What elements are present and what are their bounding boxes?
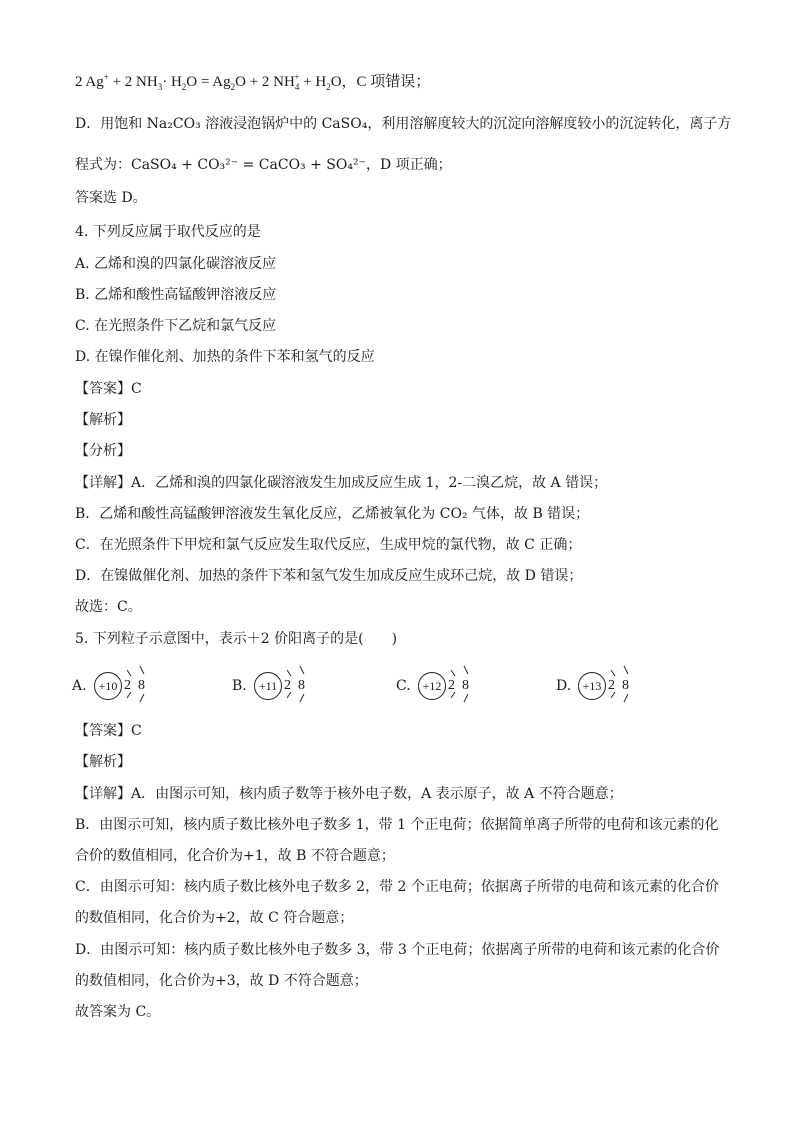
option-letter: C. bbox=[396, 678, 411, 694]
question-4-option-a: A. 乙烯和溴的四氯化碳溶液反应 bbox=[75, 256, 277, 272]
option-letter: A. bbox=[72, 678, 87, 694]
question-4-option-d: D. 在镍作催化剂、加热的条件下苯和氢气的反应 bbox=[75, 349, 375, 365]
detail-4-b: B．乙烯和酸性高锰酸钾溶液发生氧化反应，乙烯被氧化为 CO₂ 气体，故 B 错误； bbox=[75, 506, 590, 522]
eq-text: O + 2 NH bbox=[235, 74, 295, 90]
question-4-option-c: C. 在光照条件下乙烷和氯气反应 bbox=[75, 318, 277, 334]
atom-diagram-d bbox=[556, 668, 736, 708]
shell-1-electrons: 2 bbox=[124, 678, 131, 693]
equation-line-1: 2 Ag+ + 2 $NH_3\cdot H_2O = Ag_2O + 2$ $NH_4^+ + H_2O$，C 项错误； bbox=[75, 72, 431, 92]
shell-arc bbox=[140, 666, 144, 674]
shell-arc bbox=[611, 670, 615, 676]
analysis-4-header: 【解析】 bbox=[75, 412, 131, 428]
fenxi-4-header: 【分析】 bbox=[75, 443, 131, 459]
shell-2-electrons: 8 bbox=[462, 678, 469, 693]
shell-arc bbox=[300, 666, 304, 674]
detail-5-b-2: 合价的数值相同，化合价为+1，故 B 不符合题意； bbox=[75, 848, 395, 864]
atom-diagram-c bbox=[396, 668, 576, 708]
shell-1-electrons: 2 bbox=[284, 678, 291, 693]
option-letter: B. bbox=[232, 678, 247, 694]
shell-arc bbox=[127, 670, 131, 676]
eq-text: + H bbox=[299, 74, 327, 90]
nucleus-circle: +12 bbox=[418, 672, 446, 700]
question-5-stem: 5. 下列粒子示意图中，表示＋2 价阳离子的是( ) bbox=[75, 631, 398, 647]
shell-1-electrons: 2 bbox=[608, 678, 615, 693]
shell-arc bbox=[624, 694, 628, 702]
detail-4-d: D．在镍做催化剂、加热的条件下苯和氢气发生加成反应生成环己烷，故 D 错误； bbox=[75, 568, 583, 584]
question-4-option-b: B. 乙烯和酸性高锰酸钾溶液反应 bbox=[75, 287, 277, 303]
nucleus-circle: +13 bbox=[578, 672, 606, 700]
paragraph-line: D．用饱和 Na₂CO₃ 溶液浸泡锅炉中的 CaSO₄，利用溶解度较大的沉淀向溶解度较小的沉淀转化，离子方 bbox=[75, 116, 732, 132]
option-letter: D. bbox=[556, 678, 572, 694]
shell-arc bbox=[451, 670, 455, 676]
atom-diagram-b bbox=[232, 668, 412, 708]
detail-5-d-2: 的数值相同，化合价为+3，故 D 不符合题意； bbox=[75, 973, 368, 989]
answer-5: 【答案】C bbox=[75, 723, 142, 739]
detail-5-c-1: C．由图示可知：核内质子数比核外电子数多 2，带 2 个正电荷；依据离子所带的电荷和该元素的化合价 bbox=[75, 879, 719, 895]
eq-text: + 2 NH bbox=[108, 74, 158, 90]
paragraph-line: 答案选 D。 bbox=[75, 190, 147, 206]
eq-text: O，C 项错误； bbox=[330, 74, 431, 90]
shell-2-electrons: 8 bbox=[298, 678, 305, 693]
atom-diagram-a bbox=[72, 668, 252, 708]
detail-5-a: 【详解】A．由图示可知，核内质子数等于核外电子数，A 表示原子，故 A 不符合题意； bbox=[75, 786, 623, 802]
question-4-stem: 4. 下列反应属于取代反应的是 bbox=[75, 224, 261, 240]
nucleus-circle: +10 bbox=[94, 672, 122, 700]
shell-arc bbox=[300, 694, 304, 702]
conclusion-4: 故选：C。 bbox=[75, 599, 142, 615]
shell-arc bbox=[464, 694, 468, 702]
eq-text: · H bbox=[162, 74, 182, 90]
answer-4: 【答案】C bbox=[75, 381, 142, 397]
shell-2-electrons: 8 bbox=[622, 678, 629, 693]
shell-1-electrons: 2 bbox=[448, 678, 455, 693]
detail-5-d-1: D．由图示可知：核内质子数比核外电子数多 3，带 3 个正电荷；依据离子所带的电荷和该元素的化合价 bbox=[75, 942, 720, 958]
shell-arc bbox=[140, 694, 144, 702]
shell-arc bbox=[464, 666, 468, 674]
detail-5-c-2: 的数值相同，化合价为+2，故 C 符合题意； bbox=[75, 910, 354, 926]
eq-text: 2 Ag bbox=[75, 74, 104, 90]
detail-5-b-1: B．由图示可知，核内质子数比核外电子数多 1，带 1 个正电荷；依据简单离子所带的电荷和该元素的化 bbox=[75, 817, 719, 833]
eq-text: O = Ag bbox=[186, 74, 231, 90]
shell-arc bbox=[287, 670, 291, 676]
nucleus-circle: +11 bbox=[254, 672, 282, 700]
analysis-5-header: 【解析】 bbox=[75, 754, 131, 770]
final-answer: 故答案为 C。 bbox=[75, 1004, 161, 1020]
paragraph-line: 程式为：CaSO₄ + CO₃²⁻ = CaCO₃ + SO₄²⁻，D 项正确； bbox=[75, 157, 452, 173]
detail-4-a: 【详解】A．乙烯和溴的四氯化碳溶液发生加成反应生成 1，2-二溴乙烷，故 A 错误； bbox=[75, 475, 608, 491]
shell-arc bbox=[624, 666, 628, 674]
detail-4-c: C．在光照条件下甲烷和氯气反应发生取代反应，生成甲烷的氯代物，故 C 正确； bbox=[75, 537, 582, 553]
shell-2-electrons: 8 bbox=[138, 678, 145, 693]
